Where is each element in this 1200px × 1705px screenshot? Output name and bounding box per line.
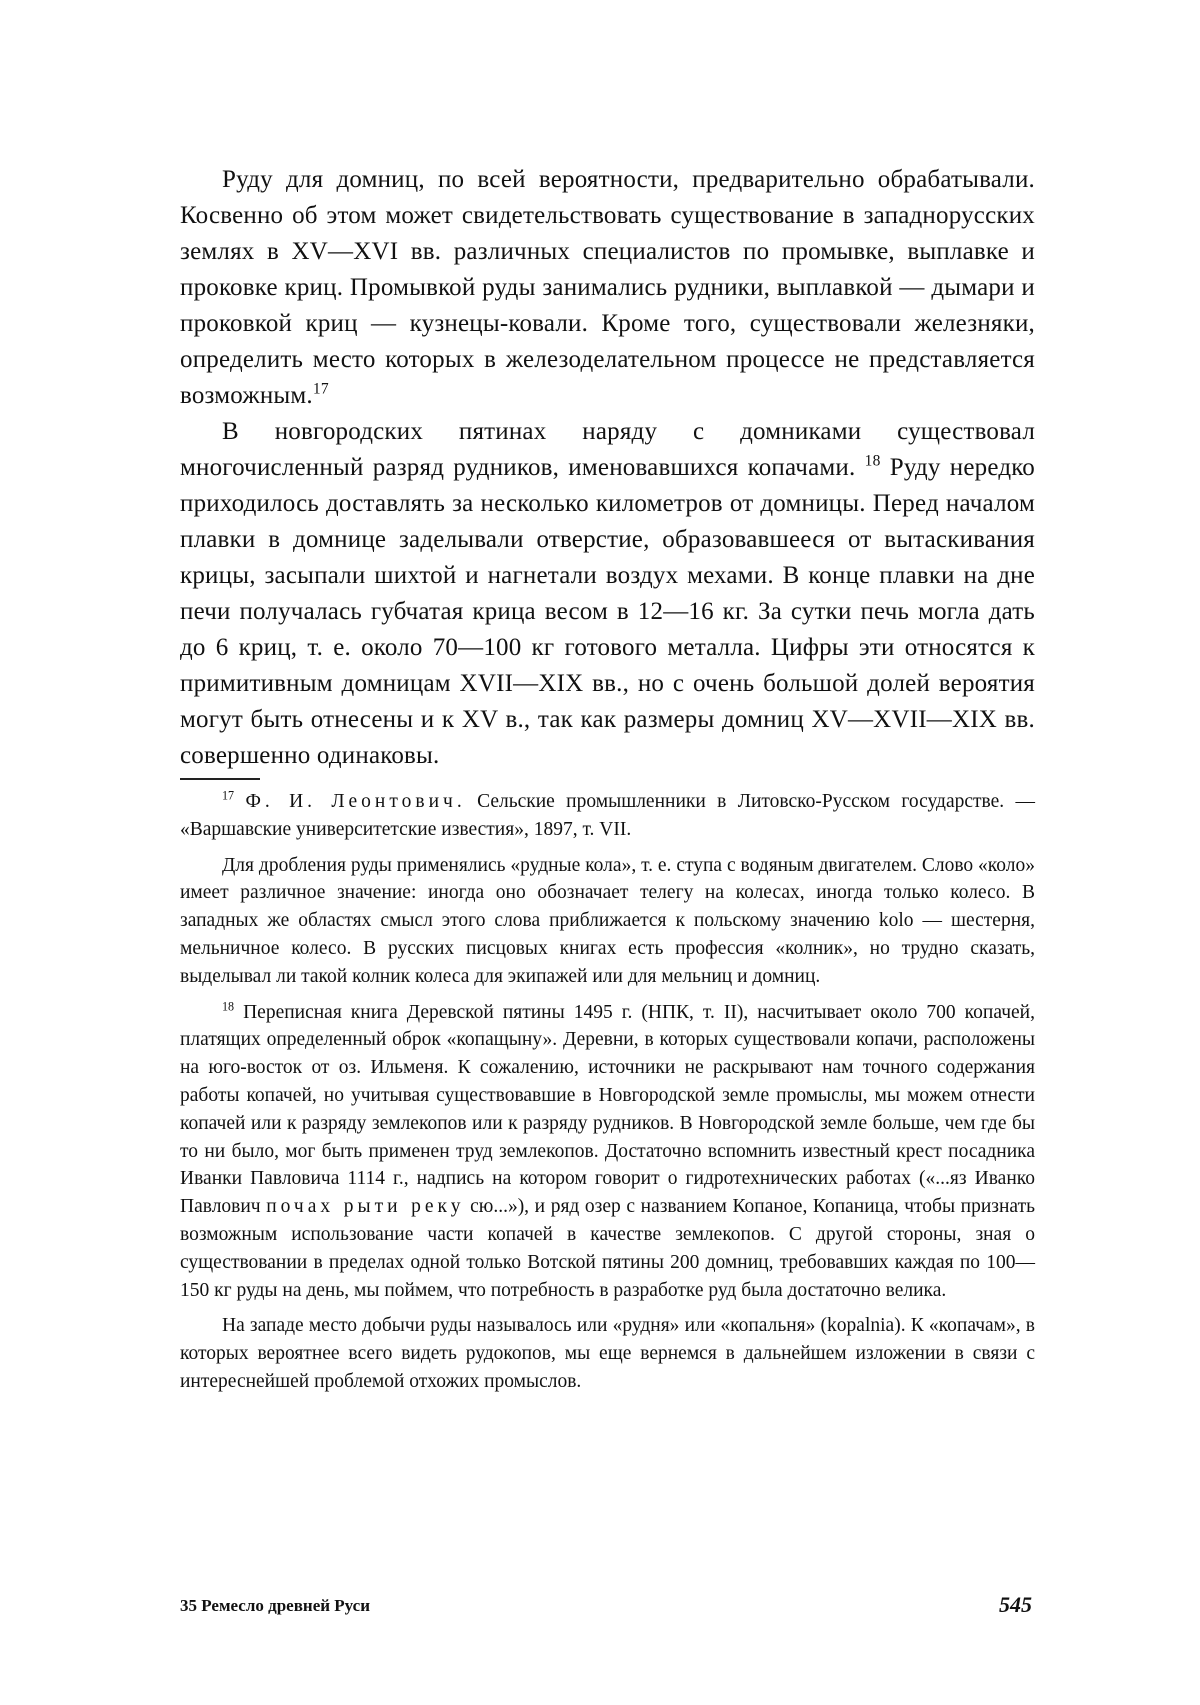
footnotes bbox=[180, 788, 1035, 1396]
paragraph-2-text-a: В новгородских пятинах наряду с домниками существовал многочисленный разряд рудников, именовавшихся копачами. bbox=[180, 418, 1035, 481]
paragraph-2 bbox=[180, 414, 1035, 774]
footnote-17-marker: 17 bbox=[222, 788, 235, 803]
footnote-divider bbox=[180, 778, 260, 780]
footnote-17-continued: Для дробления руды применялись «рудные кола», т. е. ступа с водяным двигателем. Слово «коло» имеет различное значение: иногда оно обозначает телегу на колесах, иногда только колесо. В западных же областях смысл этого слова приближается к польскому значению kolo — шестерня, мельничное колесо. В русских писцовых книгах есть профессия «колник», но трудно сказать, выделывал ли такой колник колеса для экипажей или для мельниц и домниц. bbox=[180, 854, 1035, 987]
footnote-18 bbox=[180, 999, 1035, 1305]
footnote-ref-17[interactable]: 17 bbox=[312, 380, 329, 398]
paragraph-1-text: Руду для домниц, по всей вероятности, предварительно обрабатывали. Косвенно об этом может свидетельствовать существование в западнорусских землях в XV—XVI вв. различных специалистов по промывке, выплавке и проковке криц. Промывкой руды занимались рудники, выплавкой — дымари и проковкой криц — кузнецы-ковали. Кроме того, существовали железняки, определить место которых в железоделательном процессе не представляется возможным. bbox=[180, 166, 1035, 409]
footnote-18-spaced-quote: почах рыти реку bbox=[266, 1196, 465, 1218]
paragraph-2-text-b: Руду нередко приходилось доставлять за несколько километров от домницы. Перед началом плавки в домнице заделывали отверстие, образовавшееся от вытаскивания крицы, засыпали шихтой и нагнетали воздух мехами. В конце плавки на дне печи получалась губчатая крица весом в 12—16 кг. За сутки печь могла дать до 6 криц, т. е. около 70—100 кг готового металла. Цифры эти относятся к примитивным домницам XVII—XIX вв., но с очень большой долей вероятия могут быть отнесены и к XV в., так как размеры домниц XV—XVII—XIX вв. совершенно одинаковы. bbox=[180, 454, 1036, 769]
paragraph-1 bbox=[180, 162, 1035, 414]
footnote-17-author: Ф. И. Леонтович. bbox=[245, 791, 466, 812]
footnote-18-marker: 18 bbox=[222, 999, 235, 1014]
footnote-18-continued: На западе место добычи руды называлось или «рудня» или «копальня» (kopalnia). К «копачам», в которых вероятнее всего видеть рудокопов, мы еще вернемся в дальнейшем изложении в связи с интереснейшей проблемой отхожих промыслов. bbox=[180, 1315, 1035, 1392]
signature-mark: 35 Ремесло древней Руси bbox=[180, 1596, 370, 1615]
footnote-18-text-a: Переписная книга Деревской пятины 1495 г. (НПК, т. II), насчитывает около 700 копачей, платящих определенный оброк «копащыну». Деревни, в которых существовали копачи, расположены на юго-восток от оз. Ильменя. К сожалению, источники не раскрывают нам точного содержания работы копачей, но учитывая существовавшие в Новгородской земле промыслы, мы можем отнести копачей или к разряду землекопов или к разряду рудников. В Новгородской земле больше, чем где бы то ни было, мог быть применен труд землекопов. Достаточно вспомнить известный крест посадника Иванки Павловича 1114 г., надпись на котором говорит о гидротехнических работах («...яз Иванко Павлович bbox=[180, 1001, 1035, 1218]
footnote-18-text-b: сю...»), и ряд озер с названием Копаное, Копаница, чтобы признать возможным использование части копачей в качестве землекопов. С другой стороны, зная о существовании в пределах одной только Вотской пятины 200 домниц, требовавших каждая по 100—150 кг руды на день, мы поймем, что потребность в разработке руд была достаточно велика. bbox=[180, 1196, 1036, 1301]
footnote-17 bbox=[180, 788, 1035, 844]
page-number: 545 bbox=[999, 1592, 1032, 1617]
footnote-ref-18[interactable]: 18 bbox=[864, 452, 881, 470]
footnote-17-text: Сельские промышленники в Литовско-Русском государстве. — «Варшавские университетские известия», 1897, т. VII. bbox=[180, 791, 1036, 840]
main-text bbox=[180, 162, 1035, 774]
